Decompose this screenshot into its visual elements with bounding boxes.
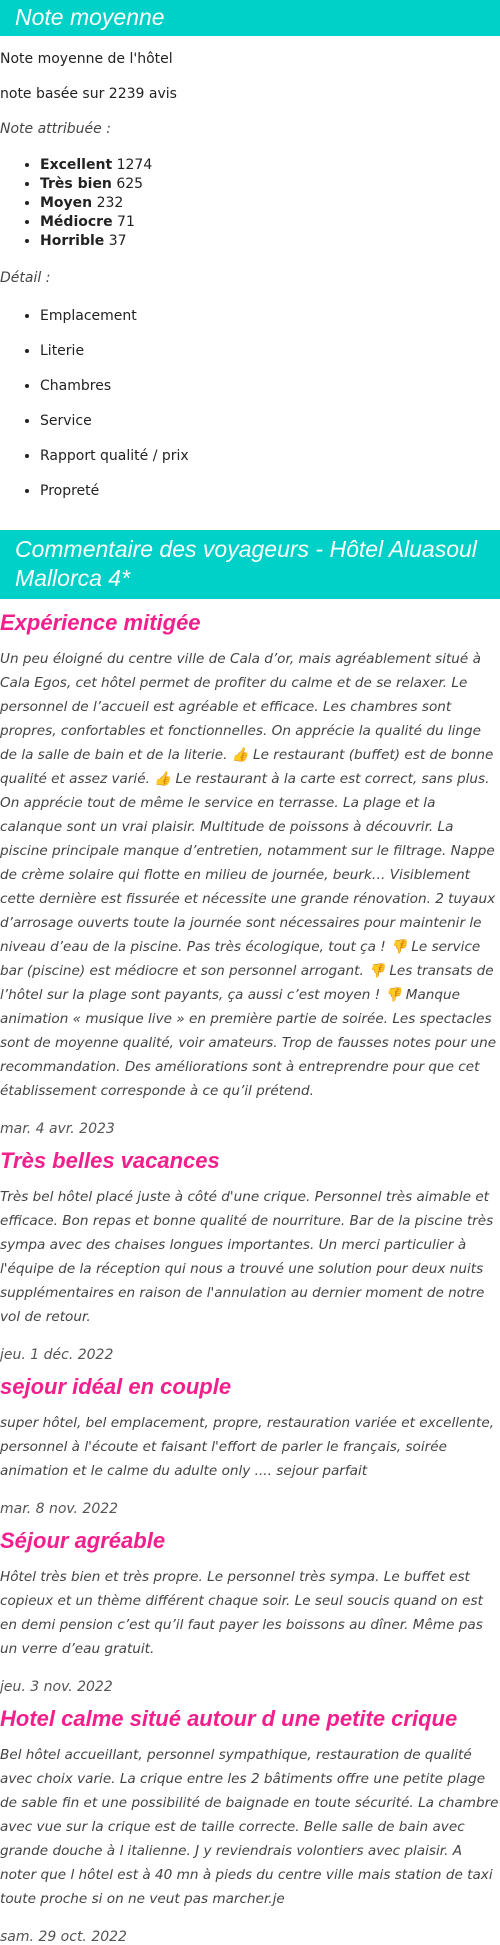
detail-item-bedding: • Literie: [40, 341, 500, 376]
review-item: [0, 1527, 500, 1695]
rating-item-excellent: [40, 156, 500, 175]
review-title: Hotel calme situé autour d une petite crique: [0, 1706, 458, 1731]
review-item: [0, 1373, 500, 1517]
review-body: super hôtel, bel emplacement, propre, restauration variée et excellente, personnel à l'écoute et faisant l'effort de parler le français, soirée animation et le calme du adulte only .... sejour parfait: [0, 1415, 495, 1479]
review-date: jeu. 3 nov. 2022: [0, 1679, 113, 1695]
rating-item-very-good: [40, 175, 500, 194]
review-body: Un peu éloigné du centre ville de Cala d’or, mais agréablement situé à Cala Egos, cet hôtel permet de profiter du calme et de se relaxer. Le personnel de l’accueil est agréable et efficace. Les chambres sont propres, confortables et fonctionnelles. On apprécie la qualité du linge de la salle de bain et de la literie. 👍 Le restaurant (buffet) est de bonne qualité et assez varié. 👍 Le restaurant à la carte est correct, sans plus. On apprécie tout de même le service en terrasse. La plage et la calanque sont un vrai plaisir. Multitude de poissons à découvrir. La piscine principale manque d’entretien, notamment sur le filtrage. Nappe de crème solaire qui flotte en milieu de journée, beurk… Visiblement cette dernière est fissurée et nécessite une grande rénovation. 2 tuyaux d’arrosage ouverts toute la journée sont nécessaires pour maintenir le niveau d’eau de la piscine. Pas très écologique, tout ça ! 👎 Le service bar (piscine) est médiocre et son personnel arrogant. 👎 Les transats de l’hôtel sur la plage sont payants, ça aussi c’est moyen ! 👎 Manque animation « musique live » en première partie de soirée. Les spectacles sont de moyenne qualité, voir amateurs. Trop de fausses notes pour une recommandation. Des améliorations sont à entreprendre pour que cet établissement corresponde à ce qu’il prétend.: [0, 651, 497, 1099]
rating-item-poor: [40, 213, 500, 232]
review-title: Expérience mitigée: [0, 610, 201, 635]
rating-item-terrible: [40, 232, 500, 251]
detail-list: [0, 306, 500, 516]
rating-count: 232: [96, 195, 124, 211]
review-item: [0, 1147, 500, 1363]
rating-item-average: [40, 194, 500, 213]
review-body: Très bel hôtel placé juste à côté d'une crique. Personnel très aimable et efficace. Bon repas et bonne qualité de nourriture. Bar de la piscine très sympa avec des chaises longues importantes. Un merci particulier à l'équipe de la réception qui nous a trouvé une solution pour deux nuits supplémentaires en raison de l'annulation au dernier moment de notre vol de retour.: [0, 1189, 494, 1325]
rating-label: Médiocre: [40, 214, 113, 230]
detail-label: Détail :: [0, 270, 51, 286]
review-title: Très belles vacances: [0, 1148, 220, 1173]
rating-breakdown-list: [0, 156, 500, 251]
rating-section-title: Note moyenne: [0, 0, 500, 36]
detail-item-cleanliness: • Propreté: [40, 481, 500, 516]
review-body: Hôtel très bien et très propre. Le personnel très sympa. Le buffet est copieux et un thème différent chaque soir. Le seul soucis quand on est en demi pension c’est qu’il faut payer les boissons au dîner. Même pas un verre d’eau gratuit.: [0, 1569, 483, 1657]
rating-count: 625: [116, 176, 144, 192]
review-date: jeu. 1 déc. 2022: [0, 1347, 114, 1363]
review-body: Bel hôtel accueillant, personnel sympathique, restauration de qualité avec choix varie. La crique entre les 2 bâtiments offre une petite plage de sable fin et une possibilité de baignade en toute sécurité. La chambre avec vue sur la crique est de taille correcte. Belle salle de bain avec grande douche à l italienne. J y reviendrais volontiers avec plaisir. A noter que l hôtel est à 40 mn à pieds du centre ville mais station de taxi toute proche si on ne veut pas marcher.je: [0, 1747, 499, 1907]
comments-section-title: Commentaire des voyageurs - Hôtel Aluasoul Mallorca 4*: [0, 530, 500, 599]
detail-item-service: • Service: [40, 411, 500, 446]
review-date: mar. 8 nov. 2022: [0, 1501, 119, 1517]
rating-count: 71: [117, 214, 135, 230]
assigned-rating-label: Note attribuée :: [0, 121, 111, 137]
rating-count: 1274: [116, 157, 153, 173]
review-date: mar. 4 avr. 2023: [0, 1121, 115, 1137]
rating-label: Très bien: [40, 176, 112, 192]
detail-item-value: • Rapport qualité / prix: [40, 446, 500, 481]
rating-label: Excellent: [40, 157, 113, 173]
review-date: sam. 29 oct. 2022: [0, 1929, 127, 1945]
review-title: sejour idéal en couple: [0, 1374, 232, 1399]
review-item: [0, 609, 500, 1137]
review-item: [0, 1705, 500, 1945]
rating-count: 37: [108, 233, 127, 249]
detail-item-location: • Emplacement: [40, 306, 500, 341]
review-title: Séjour agréable: [0, 1528, 166, 1553]
rating-label: Horrible: [40, 233, 105, 249]
review-count: note basée sur 2239 avis: [0, 86, 177, 102]
rating-label: Moyen: [40, 195, 93, 211]
hotel-average-label: Note moyenne de l'hôtel: [0, 51, 173, 67]
detail-item-rooms: • Chambres: [40, 376, 500, 411]
